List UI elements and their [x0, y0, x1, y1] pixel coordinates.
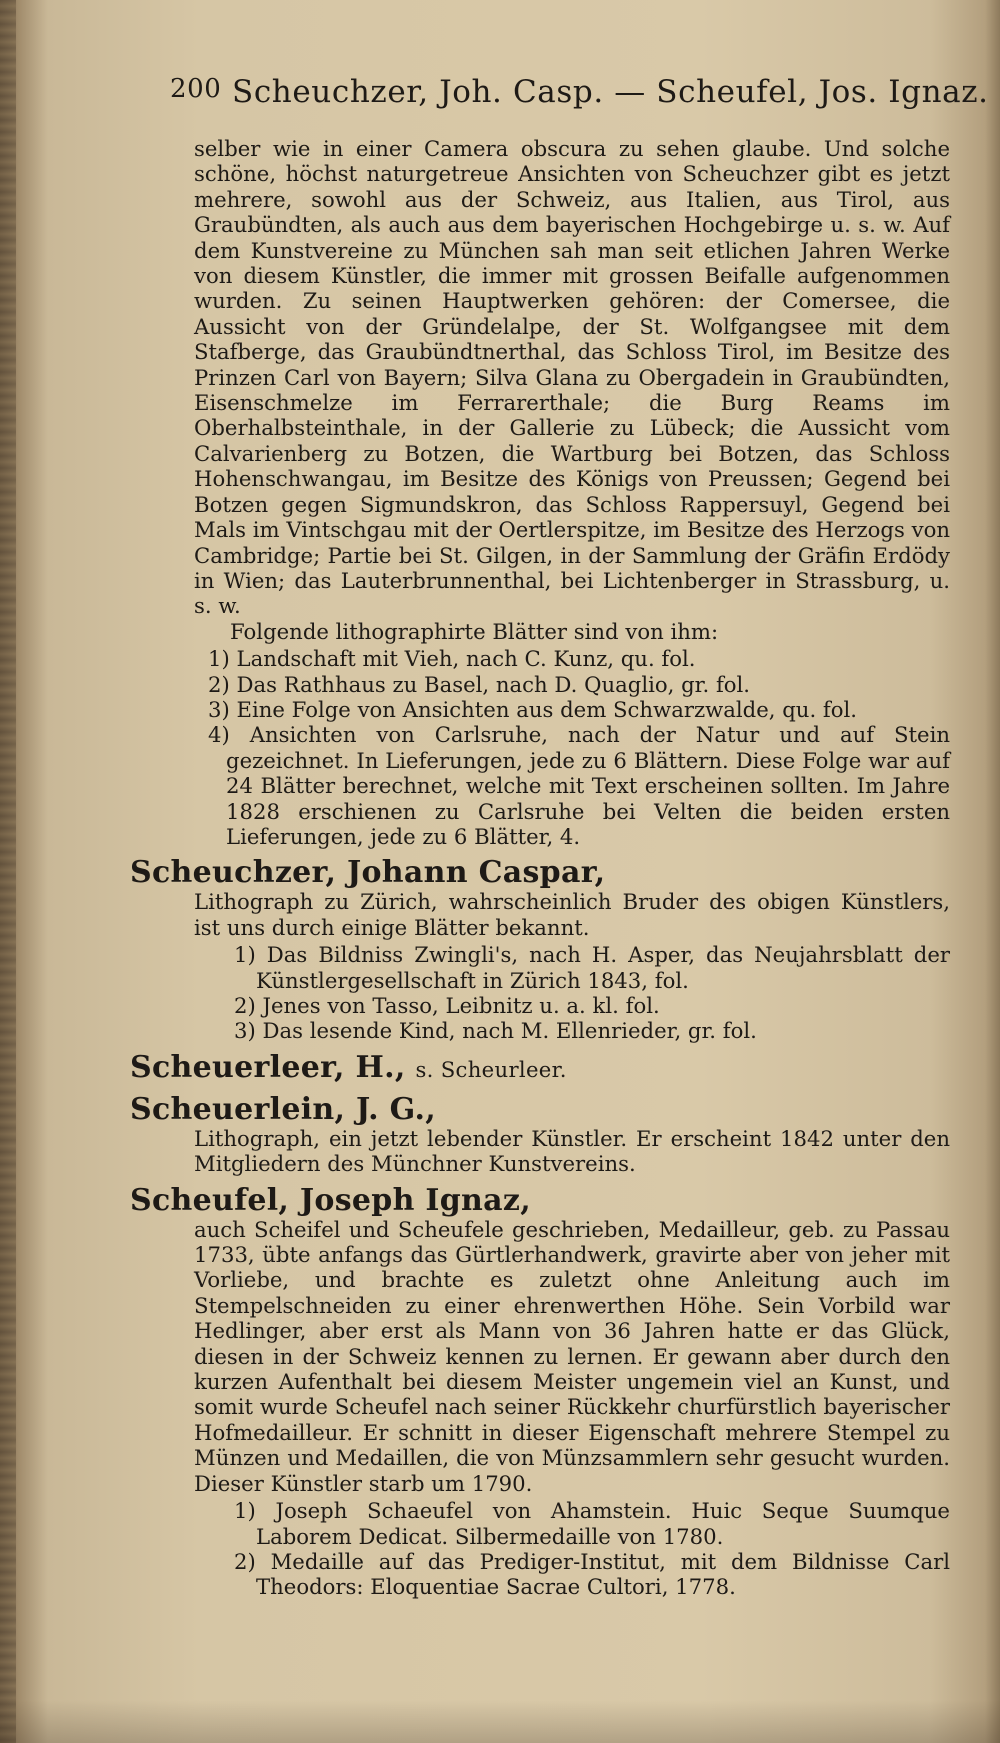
entry-title [130, 857, 950, 889]
entry-description: Lithograph, ein jetzt lebender Künstler. Er erscheint 1842 unter den Mitgliedern des Münchner Kunstvereins. [194, 1125, 950, 1177]
list-item [130, 1498, 950, 1549]
list-item-text: Das lesende Kind, nach M. Ellenrieder, gr. fol. [262, 1018, 757, 1044]
lithographs-intro: Folgende lithographirte Blätter sind von ihm: [230, 618, 719, 644]
text-column [130, 68, 989, 1600]
entry-items-list [130, 1498, 950, 1600]
list-item-number: 1) [234, 942, 256, 968]
list-item-text: Das Rathhaus zu Basel, nach D. Quaglio, gr. fol. [236, 671, 751, 697]
entry-title [130, 1049, 950, 1086]
continuation-paragraph: selber wie in einer Camera obscura zu sehen glaube. Und solche schöne, höchst naturgetreue Ansichten von Scheuchzer gibt es jetzt mehrere, sowohl aus der Schweiz, aus Italien, aus Tirol, aus Graubündten, als auch aus dem bayerischen Hochgebirge u. s. w. Auf dem Kunstvereine zu München sah man seit etlichen Jahren Werke von diesem Künstler, die immer mit grossen Beifalle aufgenommen wurden. Zu seinen Hauptwerken gehören: der Comersee, die Aussicht von der Gründelalpe, der St. Wolfgangsee mit dem Stafberge, das Graubündtnerthal, das Schloss Tirol, im Besitze des Prinzen Carl von Bayern; Silva Glana zu Obergadein in Graubündten, Eisenschmelze im Ferrarerthale; die Burg Reams im Oberhalbsteinthale, in der Gallerie zu Lübeck; die Aussicht vom Calvarienberg zu Botzen, die Wartburg bei Botzen, das Schloss Hohenschwangau, im Besitze des Königs von Preussen; Gegend bei Botzen gegen Sigmundskron, das Schloss Rappersuyl, Gegend bei Mals im Vintschgau mit der Oertlerspitze, im Besitze des Herzogs von Cambridge; Partie bei St. Gilgen, in der Sammlung der Gräfin Erdödy in Wien; das Lauterbrunnenthal, bei Lichtenberger in Strassburg, u. s. w. [194, 136, 950, 619]
entry-crossref: s. Scheurleer. [415, 1056, 567, 1082]
list-item-text: Jenes von Tasso, Leibnitz u. a. kl. fol. [262, 993, 660, 1018]
list-item-number: 2) [234, 993, 256, 1018]
list-item-number: 4) [208, 722, 230, 748]
list-item [130, 1018, 950, 1043]
entry-name: Scheuchzer, Johann Caspar, [130, 855, 606, 891]
list-item-number: 3) [234, 1018, 256, 1044]
list-item [130, 942, 950, 993]
list-item [130, 672, 950, 697]
entry-name: Scheufel, Joseph Ignaz, [130, 1182, 531, 1218]
entry-description: Lithograph zu Zürich, wahrscheinlich Bruder des obigen Künstlers, ist uns durch einige Blätter bekannt. [194, 889, 950, 940]
list-item-text: Eine Folge von Ansichten aus dem Schwarzwalde, qu. fol. [236, 696, 858, 722]
list-item [130, 697, 950, 722]
entry-description: auch Scheifel und Scheufele geschrieben, Medailleur, geb. zu Passau 1733, übte anfangs das Gürtlerhandwerk, gravirte aber von jeher mit Vorliebe, und brachte es zuletzt ohne Anleitung auch im Stempelschneiden zu einer ehrenwerthen Höhe. Sein Vorbild war Hedlinger, aber erst als Mann von 36 Jahren hatte er das Glück, diesen in der Schweiz kennen zu lernen. Er gewann aber durch den kurzen Aufenthalt bei diesem Meister ungemein viel an Kunst, und somit wurde Scheufel nach seiner Rückkehr churfürstlich bayerischer Hofmedailleur. Er schnitt in dieser Eigenschaft mehrere Stempel zu Münzen und Medaillen, die von Münzsammlern sehr gesucht wurden. Dieser Künstler starb um 1790. [194, 1216, 950, 1496]
list-item [130, 993, 950, 1018]
list-item [130, 1549, 950, 1600]
list-item [130, 722, 950, 849]
entry-title [130, 1091, 950, 1127]
list-item-number: 1) [208, 646, 230, 672]
list-item-text: Medaille auf das Prediger-Institut, mit dem Bildnisse Carl Theodors: Eloquentiae Sacrae Cultori, 1778. [256, 1548, 950, 1600]
entry-items-list [130, 942, 950, 1044]
book-binding-edge [0, 0, 16, 1743]
lithographs-list [130, 646, 950, 849]
entry-title [130, 1182, 950, 1218]
list-item-text: Ansichten von Carlsruhe, nach der Natur und auf Stein gezeichnet. In Lieferungen, jede zu 6 Blättern. Diese Folge war auf 24 Blätter berechnet, welche mit Text erscheinen sollten. Im Jahre 1828 erschienen zu Carlsruhe bei Velten die beiden ersten Lieferungen, jede zu 6 Blätter, 4. [226, 722, 950, 849]
entry-name: Scheuerleer, H., [130, 1049, 406, 1085]
page-body [130, 136, 950, 1600]
list-item-text: Landschaft mit Vieh, nach C. Kunz, qu. fol. [236, 646, 696, 672]
list-item [130, 646, 950, 671]
list-item-number: 2) [234, 1548, 256, 1574]
running-title: Scheuchzer, Joh. Casp. — Scheufel, Jos. Ignaz. [232, 74, 989, 110]
page-number: 200 [170, 74, 222, 104]
list-item-number: 1) [234, 1498, 256, 1524]
list-item-number: 3) [208, 696, 230, 722]
list-item-number: 2) [208, 671, 230, 697]
page-bottom-shadow [0, 1700, 1000, 1743]
page-header [130, 68, 989, 118]
list-item-text: Das Bildniss Zwingli's, nach H. Asper, das Neujahrsblatt der Künstlergesellschaft in Zürich 1843, fol. [256, 942, 950, 993]
entry-name: Scheuerlein, J. G., [130, 1091, 437, 1127]
list-item-text: Joseph Schaeufel von Ahamstein. Huic Seque Suumque Laborem Dedicat. Silbermedaille von 1780. [256, 1498, 950, 1549]
